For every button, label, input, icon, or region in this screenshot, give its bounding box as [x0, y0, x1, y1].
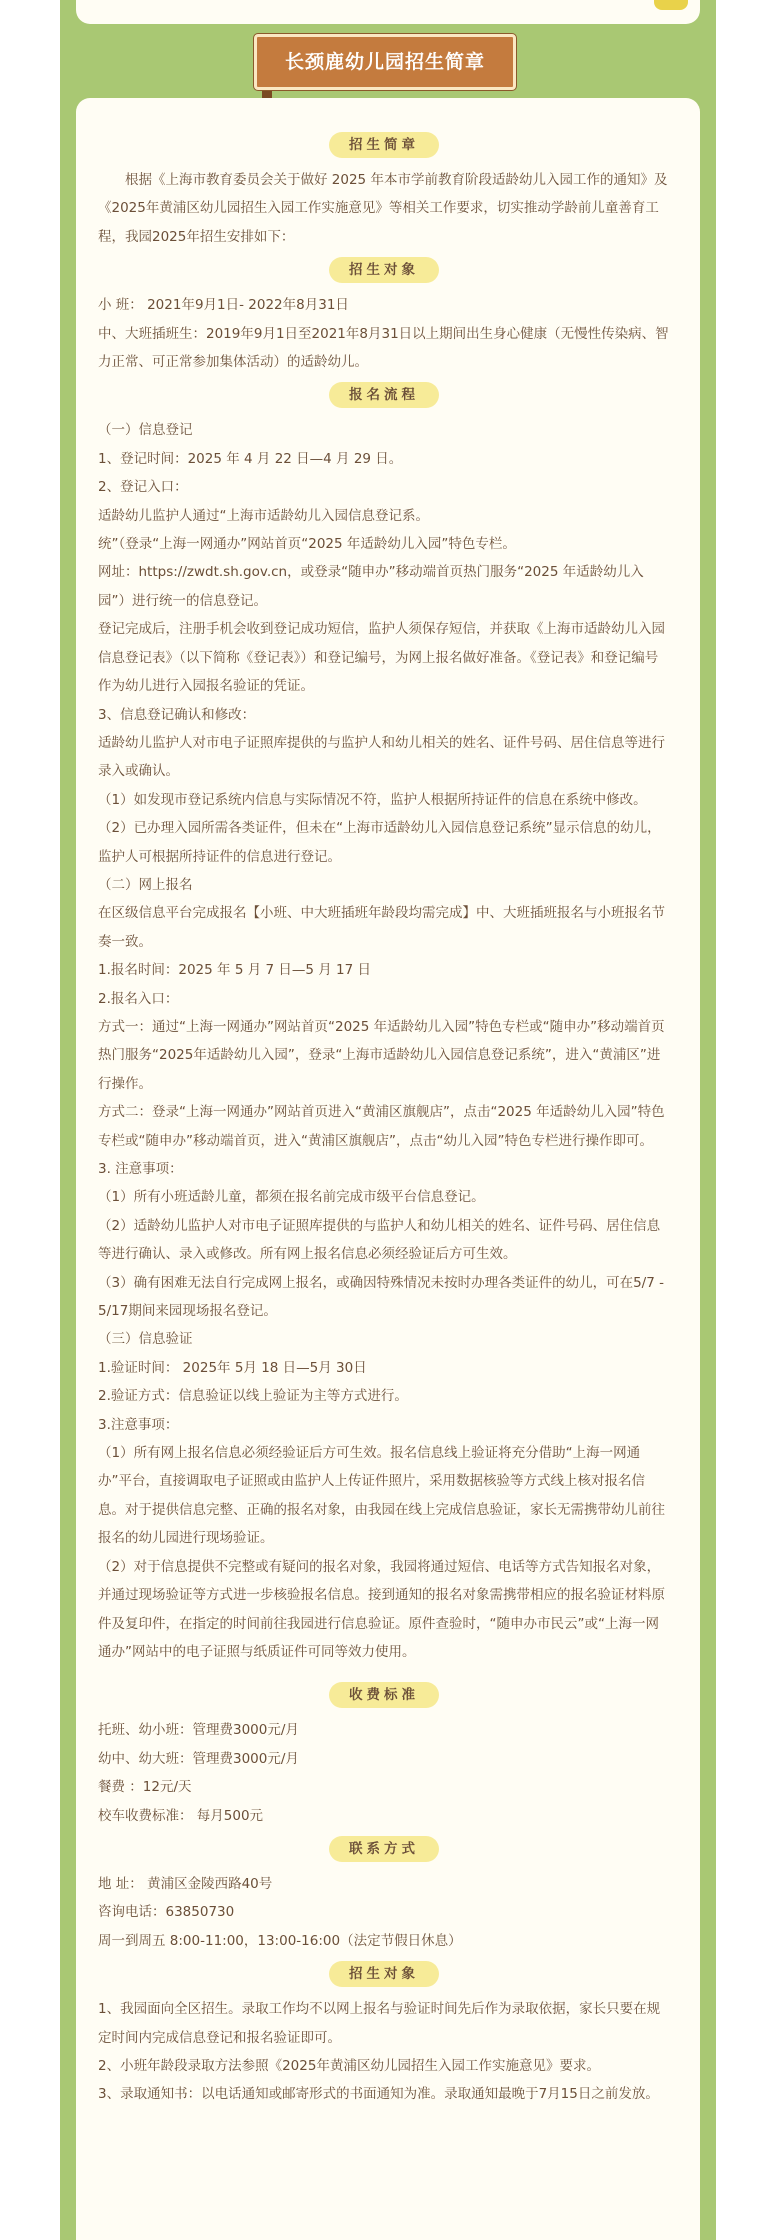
paragraph: 地 址： 黄浦区金陵西路40号 — [98, 1875, 273, 1892]
paragraph: 1.验证时间： 2025年 5月 18 日—5月 30日 — [98, 1359, 367, 1376]
paragraph: 适龄幼儿监护人对市电子证照库提供的与监护人和幼儿相关的姓名、证件号码、居住信息等进行录入或确认。 — [98, 734, 665, 780]
paragraph: 在区级信息平台完成报名【小班、中大班插班年龄段均需完成】中、大班插班报名与小班报名节奏一致。 — [98, 905, 665, 950]
paragraph: 1、我园面向全区招生。录取工作均不以网上报名与验证时间先后作为录取依据，家长只要在规定时间内完成信息登记和报名验证即可。 — [98, 2001, 661, 2046]
paragraph: 登记完成后，注册手机会收到登记成功短信，监护人须保存短信，并获取《上海市适龄幼儿入园信息登记表》（以下简称《登记表》）和登记编号，为网上报名做好准备。《登记表》和登记编号作为幼儿进行入园报名验证的凭证。 — [98, 621, 665, 695]
section-title-intro: 招生简章 — [329, 132, 439, 158]
process-list — [98, 416, 670, 1666]
paragraph: 2.报名入口： — [98, 990, 179, 1007]
paragraph: （1）所有小班适龄儿童，都须在报名前完成市级平台信息登记。 — [98, 1189, 485, 1206]
paragraph: 中、大班插班生：2019年9月1日至2021年8月31日以上期间出生身心健康（无慢性传染病、智力正常、可正常参加集体活动）的适龄幼儿。 — [98, 325, 669, 371]
paragraph: 3.注意事项： — [98, 1416, 179, 1433]
paragraph: （二）网上报名 — [98, 876, 193, 893]
paragraph: 方式二：登录“上海一网通办”网站首页进入“黄浦区旗舰店”，点击“2025 年适龄幼儿入园”特色专栏或“随申办”移动端首页，进入“黄浦区旗舰店”，点击“幼儿入园”特色专栏进行操作即可。 — [98, 1104, 665, 1149]
paragraph: 幼中、幼大班：管理费3000元/月 — [98, 1750, 299, 1767]
paragraph: 小 班： 2021年9月1日- 2022年8月31日 — [98, 297, 349, 314]
paragraph: 2、登记入口： — [98, 479, 188, 496]
paragraph: （2）对于信息提供不完整或有疑问的报名对象，我园将通过短信、电话等方式告知报名对象，并通过现场验证等方式进一步核验报名信息。接到通知的报名对象需携带相应的报名验证材料原件及复印件，在指定的时间前往我园进行信息验证。原件查验时，“随申办市民云”或“上海一网通办”网站中的电子证照与纸质证件可同等效力使用。 — [98, 1558, 665, 1660]
paragraph: 校车收费标准： 每月500元 — [98, 1807, 264, 1824]
paragraph: 3、录取通知书：以电话通知或邮寄形式的书面通知为准。录取通知最晚于7月15日之前发放。 — [98, 2086, 659, 2103]
decoration — [654, 0, 688, 10]
admission-list — [98, 1995, 670, 2109]
page-title-sign: 长颈鹿幼儿园招生简章 — [254, 34, 516, 90]
contact-list — [98, 1870, 670, 1955]
paragraph: 统”（登录“上海一网通办”网站首页“2025 年适龄幼儿入园”特色专栏。 — [98, 536, 516, 553]
section-title-process: 报名流程 — [329, 382, 439, 408]
paragraph: 咨询电话：63850730 — [98, 1904, 235, 1921]
section-title-contact: 联系方式 — [329, 1836, 439, 1862]
paragraph: 1.报名时间：2025 年 5 月 7 日—5 月 17 日 — [98, 962, 372, 979]
section-title-admission: 招生对象 — [329, 1961, 439, 1987]
paragraph: 餐费 ：12元/天 — [98, 1779, 192, 1796]
paragraph: 适龄幼儿监护人通过“上海市适龄幼儿入园信息登记系。 — [98, 507, 429, 524]
paragraph: 3、信息登记确认和修改： — [98, 706, 256, 723]
paragraph: 2、小班年龄段录取方法参照《2025年黄浦区幼儿园招生入园工作实施意见》要求。 — [98, 2057, 600, 2074]
paragraph: （一）信息登记 — [98, 422, 193, 439]
paragraph: 周一到周五 8:00-11:00，13:00-16:00（法定节假日休息） — [98, 1932, 462, 1949]
section-title-fees: 收费标准 — [329, 1682, 439, 1708]
paragraph: 2.验证方式：信息验证以线上验证为主等方式进行。 — [98, 1388, 408, 1405]
main-content — [98, 132, 670, 2109]
paragraph: 方式一：通过“上海一网通办”网站首页“2025 年适龄幼儿入园”特色专栏或“随申办”移动端首页热门服务“2025年适龄幼儿入园”，登录“上海市适龄幼儿入园信息登记系统”，进入“黄浦区”进行操作。 — [98, 1018, 665, 1092]
intro-paragraph: 根据《上海市教育委员会关于做好 2025 年本市学前教育阶段适龄幼儿入园工作的通知》及《2025年黄浦区幼儿园招生入园工作实施意见》等相关工作要求，切实推动学龄前儿童善育工程，我园2025年招生安排如下： — [98, 172, 668, 245]
paragraph: （3）确有困难无法自行完成网上报名，或确因特殊情况未按时办理各类证件的幼儿，可在5/7 - 5/17期间来园现场报名登记。 — [98, 1274, 664, 1320]
section-title-target: 招生对象 — [329, 257, 439, 283]
paragraph: （2）已办理入园所需各类证件，但未在“上海市适龄幼儿入园信息登记系统”显示信息的幼儿，监护人可根据所持证件的信息进行登记。 — [98, 820, 661, 865]
paragraph: 3. 注意事项： — [98, 1161, 183, 1177]
paragraph: （三）信息验证 — [98, 1331, 193, 1348]
target-list — [98, 291, 670, 376]
paragraph: 1、登记时间：2025 年 4 月 22 日—4 月 29 日。 — [98, 450, 403, 467]
fees-list — [98, 1716, 670, 1830]
paragraph: 网址：https://zwdt.sh.gov.cn，或登录“随申办”移动端首页热门服务“2025 年适龄幼儿入园”）进行统一的信息登记。 — [98, 564, 644, 609]
paragraph: （1）所有网上报名信息必须经验证后方可生效。报名信息线上验证将充分借助“上海一网通办”平台，直接调取电子证照或由监护人上传证件照片，采用数据核验等方式线上核对报名信息。对于提供信息完整、正确的报名对象，由我园在线上完成信息验证，家长无需携带幼儿前往报名的幼儿园进行现场验证。 — [98, 1445, 665, 1547]
previous-card-bottom — [76, 0, 700, 24]
paragraph: （2）适龄幼儿监护人对市电子证照库提供的与监护人和幼儿相关的姓名、证件号码、居住信息等进行确认、录入或修改。所有网上报名信息必须经验证后方可生效。 — [98, 1217, 661, 1263]
paragraph: 托班、幼小班：管理费3000元/月 — [98, 1722, 299, 1739]
paragraph: （1）如发现市登记系统内信息与实际情况不符，监护人根据所持证件的信息在系统中修改。 — [98, 791, 647, 808]
